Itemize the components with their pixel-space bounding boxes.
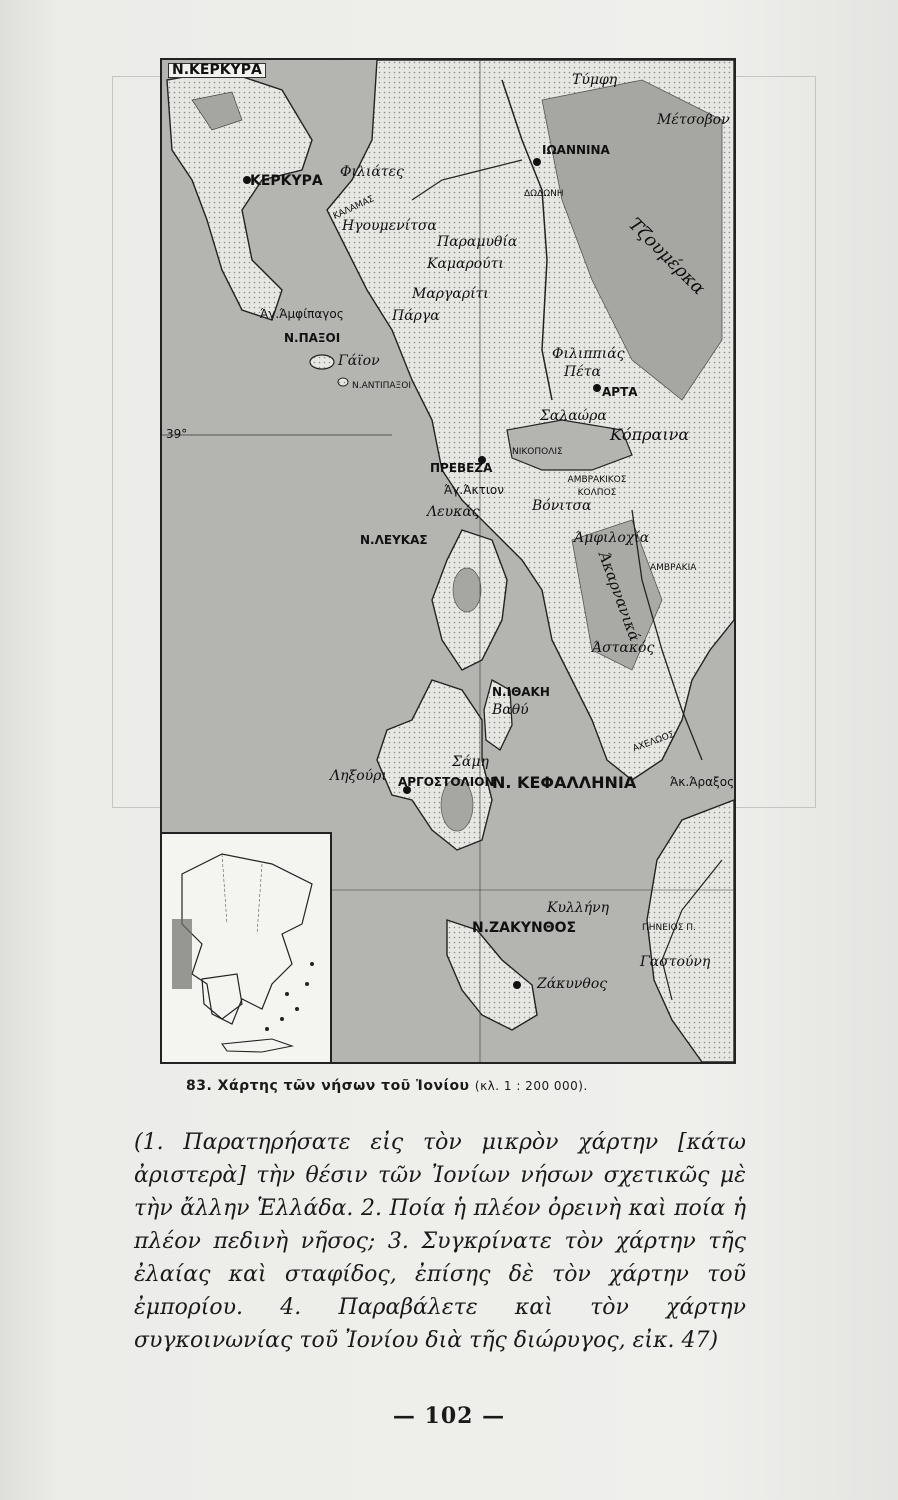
- label-zakynthos-town: Ζάκυνθος: [537, 976, 608, 992]
- label-lefkas-island: Ν.ΛΕΥΚΑΣ: [360, 533, 428, 547]
- label-arta: ΑΡΤΑ: [602, 385, 638, 399]
- town-dot-zakynthos: [513, 981, 521, 989]
- label-paxoi: Ν.ΠΑΞΟΙ: [284, 331, 341, 345]
- label-margariti: Μαργαρίτι: [412, 286, 489, 302]
- label-tymfi: Τύμφη: [572, 72, 618, 88]
- label-tzoumerka: Τζουμέρκα: [624, 213, 710, 300]
- label-paramythia: Παραμυθία: [437, 234, 518, 250]
- label-argostoli: ΑΡΓΟΣΤΟΛΙΟΝ: [398, 775, 495, 789]
- label-sami: Σάμη: [452, 754, 489, 770]
- label-ag-araxos: Άκ.Άραξος: [670, 775, 735, 789]
- label-acheloos: ΑΧΕΛΩΟΣ: [631, 729, 677, 755]
- label-filiates: Φιλιάτες: [340, 164, 404, 180]
- caption-scale: (κλ. 1 : 200 000).: [474, 1079, 588, 1093]
- label-igoumenitsa: Ηγουμενίτσα: [342, 218, 437, 234]
- figure-caption: [186, 1078, 726, 1094]
- label-kalamas: ΚΑΛΑΜΑΣ: [331, 194, 376, 222]
- label-zakynthos-island: Ν.ΖΑΚΥΝΘΟΣ: [472, 920, 577, 936]
- label-kopraina: Κόπραινα: [610, 425, 690, 444]
- label-dodoni: ΔΩΔΩΝΗ: [524, 189, 564, 199]
- label-itaki: Ν.ΙΘΑΚΗ: [492, 685, 550, 699]
- label-kerkyra-island: Ν.ΚΕΡΚΥΡΑ: [168, 63, 266, 78]
- label-amfilochia: Άμφιλοχία: [574, 530, 650, 546]
- label-kamarouti: Καμαρούτι: [427, 256, 504, 272]
- label-antipaxoi: Ν.ΑΝΤΙΠΑΞΟΙ: [352, 381, 411, 391]
- label-lefkas-town: Λευκάς: [427, 504, 480, 520]
- ionian-islands-map: [160, 58, 736, 1064]
- label-pineios: ΠΗΝΕΙΟΣ Π.: [642, 923, 696, 933]
- label-amvrakikos: ΑΜΒΡΑΚΙΚΟΣ ΚΟΛΠΟΣ: [567, 475, 627, 498]
- town-dot-ioannina: [533, 158, 541, 166]
- label-lat-39: 39°: [166, 427, 188, 441]
- label-kerkyra-town: ΚΕΡΚΥΡΑ: [250, 173, 323, 189]
- label-filippias: Φιλιππιάς: [552, 346, 625, 362]
- label-kyllini: Κυλλήνη: [547, 900, 610, 916]
- label-peta: Πέτα: [564, 364, 601, 380]
- page-number: — 102 —: [392, 1403, 506, 1429]
- caption-text: 83. Χάρτης τῶν νήσων τοῦ Ἰονίου: [186, 1078, 470, 1094]
- greece-locator-inset: [162, 832, 332, 1062]
- label-vonitsa: Βόνιτσα: [532, 498, 592, 514]
- antipaxoi-island: [338, 378, 348, 386]
- label-akarnanika: Άκαρνανικά: [594, 549, 644, 644]
- label-gastouni: Γαστούνη: [640, 954, 711, 970]
- paxoi-island: [310, 355, 334, 369]
- label-ag-avtion: Άγ.Άκτιον: [444, 483, 504, 497]
- label-nikopolis: ΝΙΚΟΠΟΛΙΣ: [512, 447, 563, 457]
- label-gaios: Γάϊον: [338, 353, 380, 369]
- label-salaora: Σαλαώρα: [540, 408, 607, 424]
- label-kefallinia: Ν. ΚΕΦΑΛΛΗΝΙΑ: [492, 773, 637, 792]
- label-metsovo: Μέτσοβον: [657, 112, 730, 128]
- label-preveza: ΠΡΕΒΕΖΑ: [430, 461, 493, 475]
- label-ag-amfinagos: Άγ.Άμφίπαγος: [260, 307, 344, 321]
- label-parga: Πάργα: [392, 308, 440, 324]
- inset-drawing: [162, 834, 330, 1062]
- label-astakos: Άστακός: [592, 640, 655, 656]
- label-lixouri: Ληξούρι: [330, 768, 387, 784]
- town-dot-arta: [593, 384, 601, 392]
- label-ioannina: ΙΩΑΝΝΙΝΑ: [542, 143, 610, 157]
- label-amvrakia: ΑΜΒΡΑΚΙΑ: [650, 563, 697, 573]
- label-vathy: Βαθύ: [492, 702, 529, 718]
- exercise-paragraph: (1. Παρατηρήσατε εἰς τὸν μικρὸν χάρτην [κάτω ἀριστερὰ] τὴν θέσιν τῶν Ἰονίων νήσων σχετικῶς μὲ τὴν ἄλλην Ἑλλάδα. 2. Ποία ἡ πλέον ὀρεινὴ καὶ ποία ἡ πλέον πεδινὴ νῆσος; 3. Συγκρίνατε τὸν χάρτην τῆς ἐλαίας καὶ σταφίδος, ἐπίσης δὲ τὸν χάρτην τοῦ ἐμπορίου. 4. Παραβάλετε καὶ τὸν χάρτην συγκοινωνίας τοῦ Ἰονίου διὰ τῆς διώρυγος, εἰκ. 47): [134, 1130, 746, 1353]
